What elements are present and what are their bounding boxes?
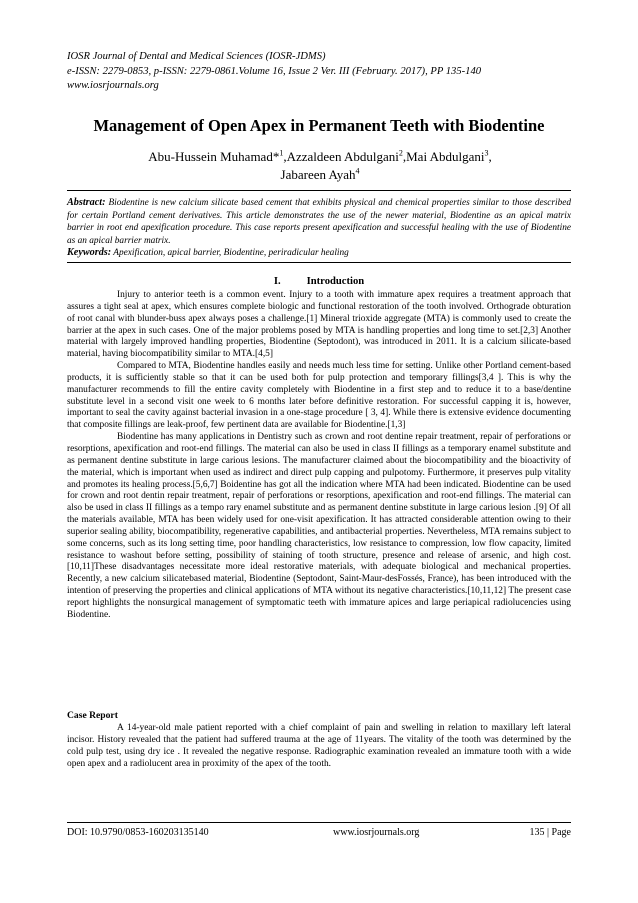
footer-website: www.iosrjournals.org — [333, 827, 420, 838]
affiliation-4: 4 — [355, 166, 360, 176]
author-separator: , — [488, 149, 492, 164]
affiliation-1: 1 — [279, 148, 284, 158]
author-4: Jabareen Ayah — [280, 167, 356, 182]
footer-doi: DOI: 10.9790/0853-160203135140 — [67, 827, 209, 838]
abstract-bottom-rule — [67, 262, 571, 263]
author-1: Abu-Hussein Muhamad* — [148, 149, 280, 164]
footer-page-number: 135 | Page — [529, 827, 571, 838]
section-number: I. — [273, 276, 281, 287]
section-heading-introduction — [67, 275, 571, 288]
intro-paragraph-3: Biodentine has many applications in Dentistry such as crown and root dentine repair treatment, repair of perforations or resorptions, apexification and root-end fillings. The material can also be used in class II fillings as a temporary enamel substitute and as permanent dentine substitute in large carious lesions. The manufacturer claimed about the biocompatibility and the bioactivity of the material, which is important when used as indirect and direct pulp capping and pulpotomy. Furthermore, it preserves pulp vitality and promotes its healing process.[5,6,7] Boidentine has got all the indication where MTA had been indicated. Biodentine can be used for crown and root dentin repair treatment, repair of perforations or resorptions, apexification and root-end fillings. The material can also be used in class II fillings as a tempo rary enamel substitute and as permanent dentine substitute in large carious lesion .[9] Of all the materials available, MTA has been widely used for one-visit apexification. It has attracted considerable attention owing to their superior sealing ability, biocompatibility, regenerative capabilities, and antibacterial properties. Nevertheless, MTA remains subject to some concerns, such as its long setting time, poor handling characteristics, low resistance to compression, low flow capacity, limited resistance to washout before setting, possibility of staining of tooth structure, presence and release of arsenic, and high cost. [10,11]These disadvantages necessitate more ideal restorative materials, with adequate biological and mechanical properties. Recently, a new calcium silicatebased material, Biodentine (Septodont, Saint-Maur-desFossés, France), has been introduced with the intention of preserving the properties and clinical applications of MTA without its negative characteristics.[10,11,12] The present case report highlights the nonsurgical management of symptomatic teeth with immature apices and large periapical radiolucencies using Biodentine. — [67, 432, 571, 620]
author-list — [70, 148, 570, 184]
author-line-1 — [70, 148, 570, 166]
journal-name: IOSR Journal of Dental and Medical Sciences (IOSR-JDMS) — [67, 51, 326, 62]
author-3: ,Mai Abdulgani — [402, 149, 485, 164]
intro-paragraph-1: Injury to anterior teeth is a common event. Injury to a tooth with immature apex requires a treatment approach that assures a tight seal at apex, which ensures complete biologic and functional restoration of the tooth involved. Orthograde obturation of root canal with blunder-buss apex always poses a challenge.[1] Mineral trioxide aggregate (MTA) is commonly used to create the barrier at the apex in such cases. One of the major problems posed by MTA is handling properties and long time to set.[2,3] Another material with largely improved handling properties, Biodentine (Septodont), was introduced in 2011. It is a calcium silicate-based material, having biocompatibility similar to MTA.[4,5] — [67, 290, 571, 360]
case-paragraph-1: A 14-year-old male patient reported with a chief complaint of pain and swelling in relation to maxillary left lateral incisor. History revealed that the patient had suffered trauma at the age of 11years. The vitality of the tooth was determined by the cold pulp test, using dry ice . It revealed the negative response. Radiographic examination revealed an immature tooth with a wide open apex and a radiolucent area in proximity of the apex of the tooth. — [67, 723, 571, 769]
journal-header — [67, 50, 587, 94]
case-report-body — [67, 723, 571, 770]
abstract-text: Biodentine is new calcium silicate based cement that exhibits physical and chemical properties similar to those described for certain Portland cement derivatives. This article demonstrates the use of the newer material, Biodentine as an apical matrix barrier in root end apexification procedure. This case reports present apexification and successful healing with the use of Biodentine as an apical barrier matrix. — [67, 198, 571, 247]
case-report-heading: Case Report — [67, 710, 118, 721]
author-line-2 — [70, 166, 570, 184]
author-2: ,Azzaldeen Abdulgani — [283, 149, 399, 164]
keywords-label: Keywords: — [67, 247, 112, 258]
affiliation-2: 2 — [398, 148, 403, 158]
intro-paragraph-2: Compared to MTA, Biodentine handles easily and needs much less time for setting. Unlike other Portland cement-based products, it is sufficiently stable so that it can be used both for pulp protection and temporary fillings[3,4 ]. This is why the manufacturer recommends to fill the entire cavity completely with Biodentine in a first step and to reduce it to a base/dentine substitute level in a second visit one week to 6 months later before definitive restoration. For successful capping it is, however, important to seal the cavity against bacterial invasion in a one-stage procedure [ 3, 4]. While there is extensive evidence documenting that composite fillings are leak-proof, few pertinent data are available for Biodentine.[1,3] — [67, 361, 571, 431]
abstract — [67, 197, 571, 248]
introduction-body — [67, 290, 571, 622]
abstract-top-rule — [67, 190, 571, 191]
journal-website: www.iosrjournals.org — [67, 80, 159, 91]
keywords-text: Apexification, apical barrier, Biodentine, periradicular healing — [111, 248, 349, 258]
footer-rule — [67, 822, 571, 823]
journal-issn: e-ISSN: 2279-0853, p-ISSN: 2279-0861.Volume 16, Issue 2 Ver. III (February. 2017), PP 135-140 — [67, 65, 482, 77]
keywords — [67, 247, 571, 260]
abstract-label: Abstract: — [67, 197, 106, 208]
paper-title: Management of Open Apex in Permanent Teeth with Biodentine — [93, 116, 545, 135]
affiliation-3: 3 — [484, 148, 489, 158]
section-title: Introduction — [306, 276, 365, 287]
